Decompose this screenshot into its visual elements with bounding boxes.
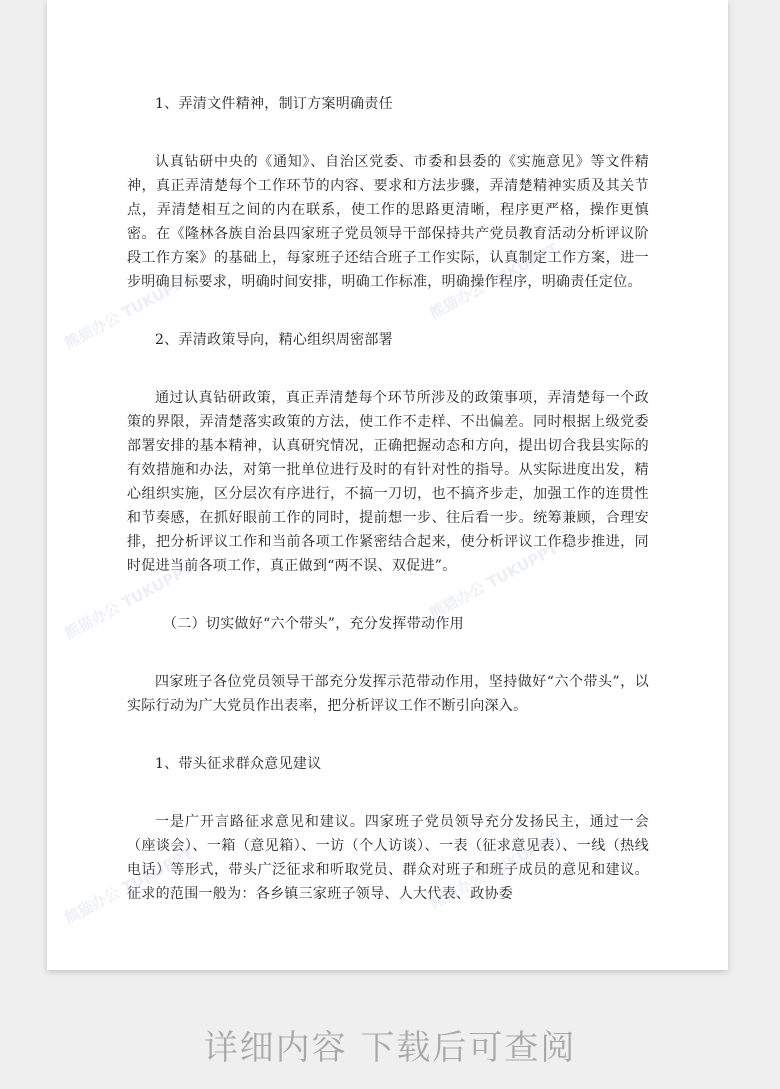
paragraph-4: 一是广开言路征求意见和建议。四家班子党员领导充分发扬民主，通过一会（座谈会）、一箱（意见箱）、一访（个人访谈）、一表（征求意见表）、一线（热线电话）等形式，带头广泛征求和听取党员、群众对班子和班子成员的意见和建议。征求的范围一般为：各乡镇三家班子领导、人大代表、政协委 — [127, 814, 649, 902]
document-body — [127, 92, 649, 940]
document-page — [47, 0, 728, 970]
paragraph-3: 四家班子各位党员领导干部充分发挥示范带动作用，坚持做好“六个带头”，以实际行动为广大党员作出表率，把分析评议工作不断引向深入。 — [127, 674, 649, 714]
section-heading-2: 2、弄清政策导向，精心组织周密部署 — [155, 332, 394, 348]
watermark: 熊猫办公 TUKUPPT — [426, 829, 562, 913]
download-hint-footer: 详细内容 下载后可查阅 — [203, 1028, 577, 1068]
watermark: 熊猫办公 TUKUPPT — [426, 539, 562, 623]
paragraph-2: 通过认真钻研政策，真正弄清楚每个环节所涉及的政策事项，弄清楚每一个政策的界限，弄清楚落实政策的方法，使工作不走样、不出偏差。同时根据上级党委部署安排的基本精神，认真研究情况，正确把握动态和方向，提出切合我县实际的有效措施和办法，对第一批单位进行及时的有针对性的指导。从实际进度出发，精心组织实施，区分层次有序进行，不搞一刀切，也不搞齐步走，加强工作的连贯性和节奏感，在抓好眼前工作的同时，提前想一步、往后看一步。统筹兼顾，合理安排，把分析评议工作和当前各项工作紧密结合起来，使分析评议工作稳步推进，同时促进当前各项工作，真正做到“两不误、双促进”。 — [127, 390, 649, 574]
section-heading-1: 1、弄清文件精神，制订方案明确责任 — [155, 96, 394, 112]
section-heading-3: （二）切实做好“六个带头”，充分发挥带动作用 — [163, 616, 464, 632]
watermark: 熊猫办公 TUKUPPT — [61, 844, 197, 928]
section-heading-4: 1、带头征求群众意见建议 — [155, 756, 322, 772]
paragraph-1: 认真钻研中央的《通知》、自治区党委、市委和县委的《实施意见》等文件精神，真正弄清楚每个工作环节的内容、要求和方法步骤，弄清楚精神实质及其关节点，弄清楚相互之间的内在联系，使工作的思路更清晰，程序更严格，操作更慎密。在《隆林各族自治县四家班子党员领导干部保持共产党员教育活动分析评议阶段工作方案》的基础上，每家班子还结合班子工作实际，认真制定工作方案，进一步明确目标要求，明确时间安排，明确工作标准，明确操作程序，明确责任定位。 — [127, 154, 649, 290]
watermark: 熊猫办公 TUKUPPT — [61, 559, 197, 643]
watermark: 熊猫办公 TUKUPPT — [61, 269, 197, 353]
watermark: 熊猫办公 TUKUPPT — [426, 239, 562, 323]
